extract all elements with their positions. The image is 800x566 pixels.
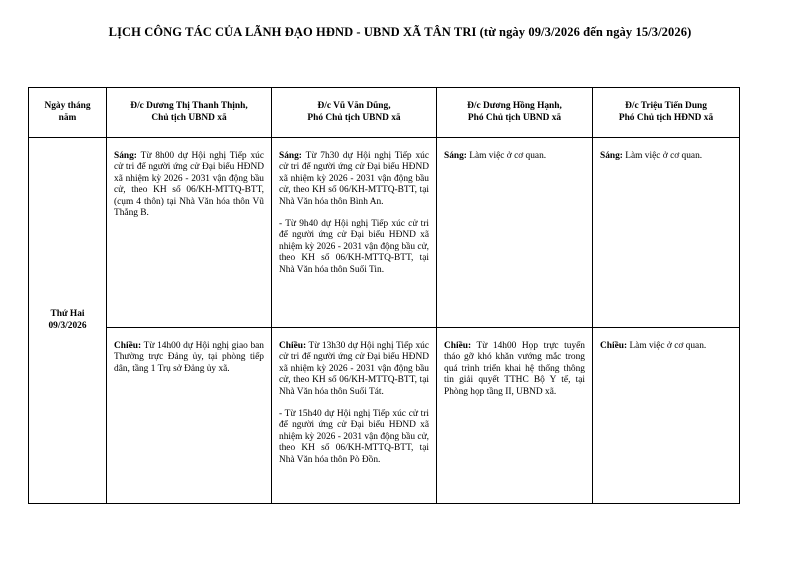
column-header-vice-chairman-2: Đ/c Dương Hồng Hạnh, Phó Chủ tịch UBND xã <box>437 88 593 138</box>
schedule-cell-morning-vice-chairman-1: Sáng: Từ 7h30 dự Hội nghị Tiếp xúc cử tri để người ứng cử Đại biểu HĐND xã nhiệm kỳ 2026 - 2031 vận động bầu cử, theo KH số 06/KH-MTTQ-BTT, tại Nhà Văn hóa thôn Bình An. - Từ 9h40 dự Hội nghị Tiếp xúc cử tri để người ứng cử Đại biểu HĐND xã nhiệm kỳ 2026 - 2031 vận động bầu cử, theo KH số 06/KH-MTTQ-BTT, tại Nhà Văn hóa thôn Suối Tin. <box>272 138 437 328</box>
column-header-council-vice-chairman: Đ/c Triệu Tiến Dung Phó Chủ tịch HĐND xã <box>593 88 740 138</box>
schedule-cell-afternoon-vice-chairman-2: Chiều: Từ 14h00 Họp trực tuyến tháo gỡ khó khăn vướng mắc trong quá trình triển khai hệ thống thông tin giải quyết TTHC Bộ Y tế, tại Phòng họp tầng II, UBND xã. <box>437 328 593 504</box>
document-title: LỊCH CÔNG TÁC CỦA LÃNH ĐẠO HĐND - UBND XÃ TÂN TRI (từ ngày 09/3/2026 đến ngày 15/3/2026) <box>108 25 692 39</box>
column-header-date: Ngày tháng năm <box>29 88 107 138</box>
header-row <box>29 88 740 138</box>
session-label: Sáng: <box>600 151 623 161</box>
session-label: Sáng: <box>114 151 137 161</box>
schedule-cell-afternoon-chairman: Chiều: Từ 14h00 dự Hội nghị giao ban Thường trực Đảng ủy, tại phòng tiếp dân, tầng 1 Trụ sở Đảng ủy xã. <box>107 328 272 504</box>
session-label: Chiều: <box>279 341 307 351</box>
schedule-cell-morning-council-vice-chairman: Sáng: Làm việc ở cơ quan. <box>593 138 740 328</box>
schedule-cell-afternoon-council-vice-chairman: Chiều: Làm việc ở cơ quan. <box>593 328 740 504</box>
session-label: Chiều: <box>444 341 472 351</box>
day-cell: Thứ Hai 09/3/2026 <box>29 138 107 504</box>
column-header-chairman: Đ/c Dương Thị Thanh Thịnh, Chủ tịch UBND xã <box>107 88 272 138</box>
session-label: Sáng: <box>279 151 302 161</box>
schedule-table <box>28 87 740 504</box>
session-label: Sáng: <box>444 151 467 161</box>
table-row-afternoon <box>29 328 740 504</box>
session-label: Chiều: <box>114 341 142 351</box>
column-header-vice-chairman-1: Đ/c Vũ Văn Dũng, Phó Chủ tịch UBND xã <box>272 88 437 138</box>
schedule-cell-afternoon-vice-chairman-1: Chiều: Từ 13h30 dự Hội nghị Tiếp xúc cử tri để người ứng cử Đại biểu HĐND xã nhiệm kỳ 2026 - 2031 vận động bầu cử, theo KH số 06/KH-MTTQ-BTT, tại Nhà Văn hóa thôn Suối Tát. - Từ 15h40 dự Hội nghị Tiếp xúc cử tri để người ứng cử Đại biểu HĐND xã nhiệm kỳ 2026 - 2031 vận động bầu cử, theo KH số 06/KH-MTTQ-BTT, tại Nhà Văn hóa thôn Pò Đồn. <box>272 328 437 504</box>
table-row-morning <box>29 138 740 328</box>
session-label: Chiều: <box>600 341 628 351</box>
schedule-cell-morning-chairman: Sáng: Từ 8h00 dự Hội nghị Tiếp xúc cử tri để người ứng cử Đại biểu HĐND xã nhiệm kỳ 2026 - 2031 vận động bầu cử, theo KH số 06/KH-MTTQ-BTT, (cụm 4 thôn) tại Nhà Văn hóa thôn Vũ Thắng B. <box>107 138 272 328</box>
schedule-cell-morning-vice-chairman-2: Sáng: Làm việc ở cơ quan. <box>437 138 593 328</box>
